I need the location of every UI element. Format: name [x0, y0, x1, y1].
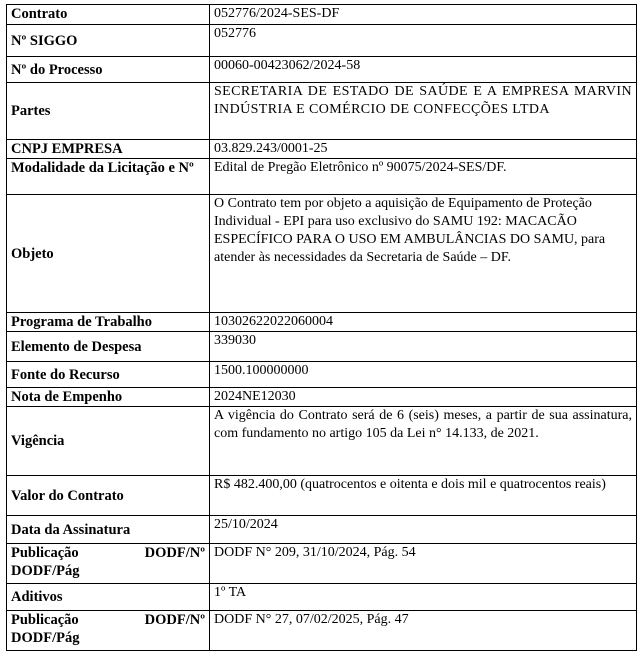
- table-row: [7, 5, 637, 25]
- field-label: Nº SIGGO: [7, 25, 210, 57]
- table-row: [7, 544, 637, 584]
- table-row: [7, 362, 637, 388]
- field-label: Nota de Empenho: [7, 388, 210, 407]
- field-value: Edital de Pregão Eletrônico nº 90075/2024-SES/DF.: [210, 159, 637, 195]
- field-label: Programa de Trabalho: [7, 313, 210, 332]
- field-value: 1º TA: [210, 584, 637, 611]
- dodf-number-text: DODF/Nº: [144, 612, 205, 628]
- field-value: 00060-00423062/2024-58: [210, 57, 637, 83]
- dodf-page-text: DODF/Pág: [11, 630, 80, 646]
- field-label: Modalidade da Licitação e Nº: [7, 159, 210, 195]
- field-value: DODF N° 27, 07/02/2025, Pág. 47: [210, 611, 637, 651]
- field-value: 10302622022060004: [210, 313, 637, 332]
- publicacao-text: Publicação: [11, 612, 79, 628]
- table-row: [7, 313, 637, 332]
- field-label: Elemento de Despesa: [7, 332, 210, 362]
- field-label: Partes: [7, 83, 210, 140]
- dodf-number-text: DODF/Nº: [144, 545, 205, 561]
- table-row: [7, 25, 637, 57]
- field-label: Vigência: [7, 407, 210, 476]
- contract-table: [6, 4, 637, 651]
- table-row: [7, 332, 637, 362]
- table-row: [7, 516, 637, 544]
- publicacao-text: Publicação: [11, 545, 79, 561]
- dodf-page-text: DODF/Pág: [11, 563, 80, 579]
- field-label: Aditivos: [7, 584, 210, 611]
- field-value: 1500.100000000: [210, 362, 637, 388]
- table-row: [7, 140, 637, 159]
- table-row: [7, 611, 637, 651]
- publicacao-label: [7, 544, 210, 584]
- field-value: R$ 482.400,00 (quatrocentos e oitenta e dois mil e quatrocentos reais): [210, 476, 637, 516]
- table-row: [7, 195, 637, 313]
- field-value: 052776: [210, 25, 637, 57]
- field-value: SECRETARIA DE ESTADO DE SAÚDE E A EMPRESA MARVIN INDÚSTRIA E COMÉRCIO DE CONFECÇÕES LTDA: [210, 83, 637, 140]
- field-label: Objeto: [7, 195, 210, 313]
- field-value: 25/10/2024: [210, 516, 637, 544]
- field-label: Valor do Contrato: [7, 476, 210, 516]
- publicacao-label: [7, 611, 210, 651]
- field-label: Data da Assinatura: [7, 516, 210, 544]
- publicacao-label-line: [11, 544, 205, 562]
- field-value: A vigência do Contrato será de 6 (seis) meses, a partir de sua assinatura, com fundamento no artigo 105 da Lei n° 14.133, de 2021.: [210, 407, 637, 476]
- field-label: Fonte do Recurso: [7, 362, 210, 388]
- field-value: 03.829.243/0001-25: [210, 140, 637, 159]
- field-label: Contrato: [7, 5, 210, 25]
- table-row: [7, 584, 637, 611]
- table-row: [7, 407, 637, 476]
- publicacao-label-line: [11, 611, 205, 629]
- field-label: CNPJ EMPRESA: [7, 140, 210, 159]
- field-value: 2024NE12030: [210, 388, 637, 407]
- table-row: [7, 57, 637, 83]
- table-row: [7, 388, 637, 407]
- field-value: DODF N° 209, 31/10/2024, Pág. 54: [210, 544, 637, 584]
- field-value: O Contrato tem por objeto a aquisição de Equipamento de Proteção Individual - EPI para uso exclusivo do SAMU 192: MACACÃO ESPECÍFICO PARA O USO EM AMBULÂNCIAS DO SAMU, para atender às necessidades da Secretaria de Saúde – DF.: [210, 195, 637, 313]
- table-row: [7, 476, 637, 516]
- field-label: Nº do Processo: [7, 57, 210, 83]
- table-row: [7, 83, 637, 140]
- table-row: [7, 159, 637, 195]
- field-value: 339030: [210, 332, 637, 362]
- field-value: 052776/2024-SES-DF: [210, 5, 637, 25]
